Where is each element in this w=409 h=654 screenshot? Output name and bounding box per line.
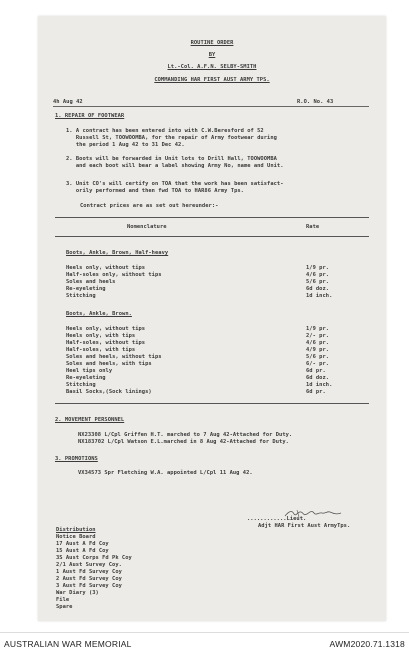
list-item: 3 Aust Fd Survey Coy [56, 583, 122, 589]
s1-p2-line1: 2. Boots will be forwarded in Unit lots to Drill Hall, TOOWOOMBA [66, 156, 277, 162]
table-row-rate: 6d doz. [306, 286, 330, 292]
footer-bar [0, 632, 409, 654]
movement-line-2: NX183702 L/Cpl Watson E.L.marched in 8 Aug 42-Attached for Duty. [78, 439, 289, 445]
doc-heading-by: BY [208, 52, 216, 58]
table-row-name: Half-soles, with tips [66, 347, 136, 353]
table-row-rate: 6d pr. [306, 389, 326, 395]
table-row-rate: 6/- pr. [306, 361, 330, 367]
table-row-name: Soles and heels [66, 279, 116, 285]
order-number: R.O. No. 43 [297, 99, 334, 105]
table-row-rate: 4/6 pr. [306, 340, 330, 346]
list-item: 17 Aust A Fd Coy [56, 541, 109, 547]
section-movement-title: 2. MOVEMENT PERSONNEL [55, 417, 125, 423]
list-item: 2 Aust Fd Survey Coy [56, 576, 122, 582]
doc-heading-routine-order: ROUTINE ORDER [190, 40, 234, 46]
table-col-rate: Rate [306, 224, 320, 230]
group2-title: Boots, Ankle, Brown. [66, 311, 132, 317]
table-row-rate: 6d doz. [306, 375, 330, 381]
list-item: File [56, 597, 70, 603]
list-item: 3S Aust Corps Fd Pk Coy [56, 555, 132, 561]
table-row-name: Re-eyeleting [66, 286, 106, 292]
s1-p3-line2: orily performed and then fwd TOA to HAR86 Army Tps. [66, 188, 244, 194]
table-row-rate: 2/- pr. [306, 333, 330, 339]
table-row-rate: 1d inch. [306, 382, 333, 388]
list-item: Spare [56, 604, 73, 610]
table-row-rate: 6d pr. [306, 368, 326, 374]
table-col-nomenclature: Nomenclature [127, 224, 167, 230]
order-date: 4h Aug 42 [53, 99, 83, 105]
s1-contract-prices: Contract prices are as set out hereunder:- [80, 203, 219, 209]
table-row-rate: 4/6 pr. [306, 272, 330, 278]
list-item: 15 Aust A Fd Coy [56, 548, 109, 554]
section-promotions-title: 3. PROMOTIONS [55, 456, 98, 462]
table-row-rate: 4/9 pr. [306, 347, 330, 353]
signature-adjt: Adjt HAR First Aust ArmyTps. [258, 523, 351, 529]
footer-source: AUSTRALIAN WAR MEMORIAL [4, 639, 132, 649]
table-row-rate: 1/9 pr. [306, 326, 330, 332]
s1-p2-line2: and each boot will bear a label showing Army No, name and Unit. [66, 163, 284, 169]
table-row-name: Stitching [66, 293, 96, 299]
movement-line-1: NX23308 L/Cpl Griffen H.T. marched to 7 Aug 42-Attached for Duty. [78, 432, 293, 438]
table-row-name: Stitching [66, 382, 96, 388]
table-row-name: Heels only, with tips [66, 333, 136, 339]
table-row-name: Basil Socks,(Sock linings) [66, 389, 152, 395]
list-item: War Diary (3) [56, 590, 99, 596]
list-item: Notice Board [56, 534, 96, 540]
distribution-title: Distribution [56, 527, 96, 533]
table-row-name: Heel tips only [66, 368, 113, 374]
table-row-name: Heels only, without tips [66, 265, 146, 271]
promotion-line-1: VX34573 Spr Fletching W.A. appointed L/Cpl 11 Aug 42. [78, 470, 253, 476]
table-row-name: Soles and heels, with tips [66, 361, 152, 367]
table-row-name: Half-soles, without tips [66, 340, 146, 346]
s1-p3-line1: 3. Unit CO's will certify on TOA that the work has been satisfact- [66, 181, 284, 187]
list-item: 2/1 Aust Survey Coy. [56, 562, 122, 568]
table-row-rate: 1/9 pr. [306, 265, 330, 271]
footer-accession-number: AWM2020.71.1318 [329, 639, 405, 649]
s1-p1-line2: Russell St, TOOWOOMBA, for the repair of Army footwear during [66, 135, 277, 141]
table-bottom-rule [55, 403, 369, 404]
table-row-name: Heels only, without tips [66, 326, 146, 332]
section-repair-title: 1. REPAIR OF FOOTWEAR [55, 113, 125, 119]
table-row-name: Re-eyeleting [66, 375, 106, 381]
doc-heading-officer: Lt.-Col. A.F.N. SELBY-SMITH [167, 64, 257, 70]
table-header-rule [55, 236, 369, 237]
table-row-name: Half-soles only, without tips [66, 272, 162, 278]
table-row-rate: 5/6 pr. [306, 354, 330, 360]
list-item: 1 Aust Fd Survey Coy [56, 569, 122, 575]
doc-heading-command: COMMANDING HAR FIRST AUST ARMY TPS. [154, 77, 270, 83]
table-top-rule [55, 217, 369, 218]
s1-p1-line1: 1. A contract has been entered into with C.W.Beresford of 52 [66, 128, 264, 134]
group1-title: Boots, Ankle, Brown, Half-heavy [66, 250, 169, 256]
header-rule [53, 106, 369, 107]
signature-lieut: ............Lieut. [247, 516, 307, 522]
table-row-rate: 5/6 pr. [306, 279, 330, 285]
s1-p1-line3: the period 1 Aug 42 to 31 Dec 42. [66, 142, 185, 148]
table-row-name: Soles and heels, without tips [66, 354, 162, 360]
table-row-rate: 1d inch. [306, 293, 333, 299]
